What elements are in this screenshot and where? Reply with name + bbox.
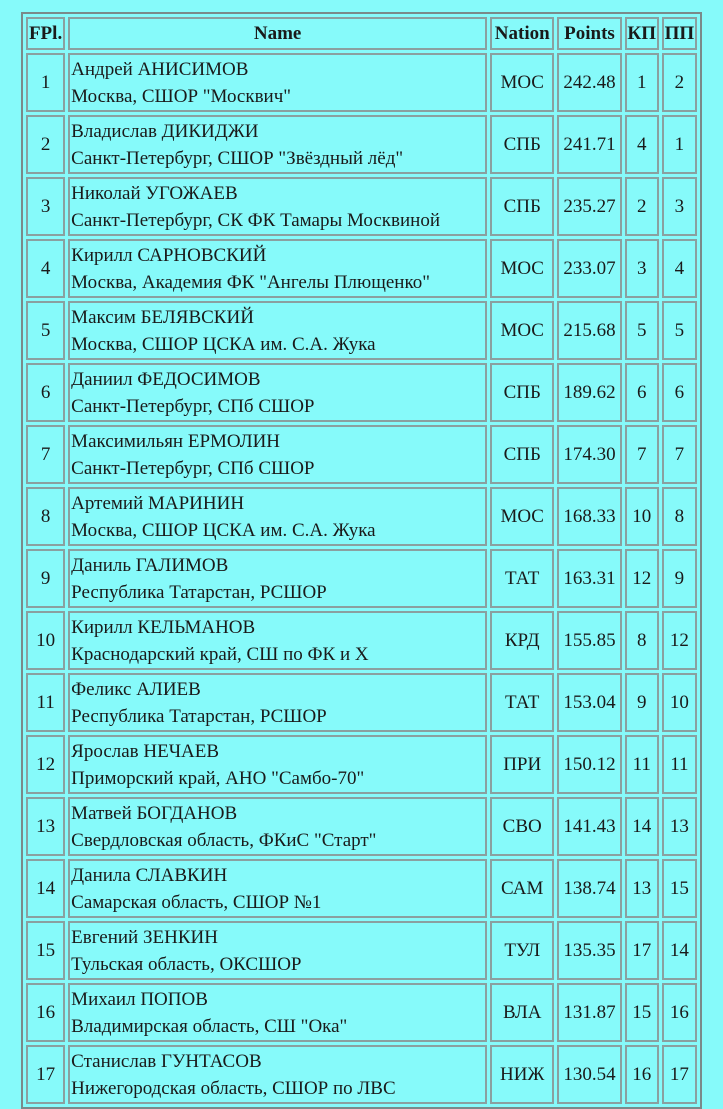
fs-rank-cell: 13 (662, 797, 697, 856)
points-cell: 174.30 (557, 425, 621, 484)
place-cell: 15 (26, 921, 65, 980)
nation-cell: МОС (490, 301, 554, 360)
table-row (26, 487, 697, 546)
skater-club: Владимирская область, СШ "Ока" (71, 1015, 348, 1037)
place-cell: 13 (26, 797, 65, 856)
skater-cell (68, 239, 487, 298)
place-cell: 8 (26, 487, 65, 546)
header-points: Points (557, 17, 621, 50)
sp-rank-cell: 8 (625, 611, 659, 670)
sp-rank-cell: 1 (625, 53, 659, 112)
skater-cell (68, 549, 487, 608)
points-cell: 155.85 (557, 611, 621, 670)
fs-rank-cell: 11 (662, 735, 697, 794)
table-row (26, 549, 697, 608)
skater-club: Москва, СШОР "Москвич" (71, 85, 292, 107)
place-cell: 7 (26, 425, 65, 484)
fs-rank-cell: 12 (662, 611, 697, 670)
sp-rank-cell: 12 (625, 549, 659, 608)
header-sp: КП (625, 17, 659, 50)
skater-club: Краснодарский край, СШ по ФК и Х (71, 643, 369, 665)
sp-rank-cell: 13 (625, 859, 659, 918)
place-cell: 17 (26, 1045, 65, 1104)
skater-cell (68, 921, 487, 980)
skater-cell (68, 425, 487, 484)
skater-cell (68, 363, 487, 422)
skater-cell (68, 115, 487, 174)
skater-club: Москва, Академия ФК "Ангелы Плющенко" (71, 271, 430, 293)
skater-name: Николай УГОЖАЕВ (71, 182, 238, 204)
points-cell: 130.54 (557, 1045, 621, 1104)
points-cell: 141.43 (557, 797, 621, 856)
results-table (21, 12, 702, 1109)
header-fs: ПП (662, 17, 697, 50)
skater-cell (68, 673, 487, 732)
place-cell: 1 (26, 53, 65, 112)
skater-cell (68, 301, 487, 360)
points-cell: 189.62 (557, 363, 621, 422)
sp-rank-cell: 6 (625, 363, 659, 422)
skater-cell (68, 53, 487, 112)
place-cell: 16 (26, 983, 65, 1042)
fs-rank-cell: 16 (662, 983, 697, 1042)
skater-cell (68, 487, 487, 546)
skater-name: Владислав ДИКИДЖИ (71, 120, 259, 142)
table-row (26, 797, 697, 856)
nation-cell: ТАТ (490, 673, 554, 732)
nation-cell: СПБ (490, 115, 554, 174)
table-row (26, 735, 697, 794)
place-cell: 9 (26, 549, 65, 608)
points-cell: 138.74 (557, 859, 621, 918)
sp-rank-cell: 10 (625, 487, 659, 546)
skater-club: Приморский край, АНО "Самбо-70" (71, 767, 365, 789)
points-cell: 241.71 (557, 115, 621, 174)
place-cell: 11 (26, 673, 65, 732)
sp-rank-cell: 9 (625, 673, 659, 732)
skater-club: Свердловская область, ФКиС "Старт" (71, 829, 377, 851)
fs-rank-cell: 1 (662, 115, 697, 174)
header-row (26, 17, 697, 50)
sp-rank-cell: 15 (625, 983, 659, 1042)
skater-cell (68, 797, 487, 856)
skater-club: Республика Татарстан, РСШОР (71, 705, 327, 727)
table-row (26, 301, 697, 360)
skater-name: Максимильян ЕРМОЛИН (71, 430, 281, 452)
skater-club: Тульская область, ОКСШОР (71, 953, 302, 975)
nation-cell: СПБ (490, 363, 554, 422)
nation-cell: КРД (490, 611, 554, 670)
table-row (26, 921, 697, 980)
skater-name: Матвей БОГДАНОВ (71, 802, 238, 824)
skater-name: Артемий МАРИНИН (71, 492, 245, 514)
header-place: FPl. (26, 17, 65, 50)
table-row (26, 239, 697, 298)
points-cell: 150.12 (557, 735, 621, 794)
sp-rank-cell: 11 (625, 735, 659, 794)
place-cell: 2 (26, 115, 65, 174)
table-row (26, 177, 697, 236)
skater-name: Кирилл КЕЛЬМАНОВ (71, 616, 256, 638)
table-row (26, 53, 697, 112)
nation-cell: ТАТ (490, 549, 554, 608)
points-cell: 215.68 (557, 301, 621, 360)
nation-cell: САМ (490, 859, 554, 918)
nation-cell: МОС (490, 239, 554, 298)
skater-club: Санкт-Петербург, СШОР "Звёздный лёд" (71, 147, 404, 169)
nation-cell: СПБ (490, 177, 554, 236)
fs-rank-cell: 8 (662, 487, 697, 546)
nation-cell: МОС (490, 487, 554, 546)
skater-club: Самарская область, СШОР №1 (71, 891, 322, 913)
points-cell: 235.27 (557, 177, 621, 236)
nation-cell: ТУЛ (490, 921, 554, 980)
skater-name: Феликс АЛИЕВ (71, 678, 201, 700)
points-cell: 153.04 (557, 673, 621, 732)
skater-club: Санкт-Петербург, СПб СШОР (71, 457, 315, 479)
skater-name: Ярослав НЕЧАЕВ (71, 740, 220, 762)
fs-rank-cell: 5 (662, 301, 697, 360)
place-cell: 14 (26, 859, 65, 918)
sp-rank-cell: 7 (625, 425, 659, 484)
nation-cell: СВО (490, 797, 554, 856)
skater-cell (68, 177, 487, 236)
fs-rank-cell: 6 (662, 363, 697, 422)
nation-cell: ПРИ (490, 735, 554, 794)
sp-rank-cell: 14 (625, 797, 659, 856)
skater-cell (68, 983, 487, 1042)
place-cell: 3 (26, 177, 65, 236)
fs-rank-cell: 2 (662, 53, 697, 112)
skater-name: Станислав ГУНТАСОВ (71, 1050, 262, 1072)
skater-name: Андрей АНИСИМОВ (71, 58, 249, 80)
nation-cell: МОС (490, 53, 554, 112)
place-cell: 4 (26, 239, 65, 298)
points-cell: 168.33 (557, 487, 621, 546)
table-row (26, 611, 697, 670)
sp-rank-cell: 16 (625, 1045, 659, 1104)
fs-rank-cell: 15 (662, 859, 697, 918)
skater-name: Максим БЕЛЯВСКИЙ (71, 306, 254, 328)
skater-club: Санкт-Петербург, СК ФК Тамары Москвиной (71, 209, 441, 231)
sp-rank-cell: 5 (625, 301, 659, 360)
place-cell: 5 (26, 301, 65, 360)
nation-cell: СПБ (490, 425, 554, 484)
place-cell: 10 (26, 611, 65, 670)
skater-club: Нижегородская область, СШОР по ЛВС (71, 1077, 396, 1099)
skater-cell (68, 611, 487, 670)
table-row (26, 425, 697, 484)
nation-cell: ВЛА (490, 983, 554, 1042)
fs-rank-cell: 10 (662, 673, 697, 732)
skater-name: Евгений ЗЕНКИН (71, 926, 218, 948)
table-row (26, 1045, 697, 1104)
table-row (26, 363, 697, 422)
fs-rank-cell: 14 (662, 921, 697, 980)
points-cell: 131.87 (557, 983, 621, 1042)
fs-rank-cell: 17 (662, 1045, 697, 1104)
skater-cell (68, 735, 487, 794)
points-cell: 233.07 (557, 239, 621, 298)
skater-cell (68, 859, 487, 918)
table-row (26, 673, 697, 732)
points-cell: 242.48 (557, 53, 621, 112)
sp-rank-cell: 2 (625, 177, 659, 236)
points-cell: 135.35 (557, 921, 621, 980)
skater-name: Кирилл САРНОВСКИЙ (71, 244, 267, 266)
sp-rank-cell: 3 (625, 239, 659, 298)
skater-name: Данила СЛАВКИН (71, 864, 228, 886)
header-name: Name (68, 17, 487, 50)
skater-name: Даниил ФЕДОСИМОВ (71, 368, 261, 390)
table-row (26, 115, 697, 174)
sp-rank-cell: 4 (625, 115, 659, 174)
skater-name: Даниль ГАЛИМОВ (71, 554, 229, 576)
table-row (26, 859, 697, 918)
fs-rank-cell: 3 (662, 177, 697, 236)
fs-rank-cell: 4 (662, 239, 697, 298)
header-nation: Nation (490, 17, 554, 50)
skater-cell (68, 1045, 487, 1104)
skater-club: Санкт-Петербург, СПб СШОР (71, 395, 315, 417)
table-row (26, 983, 697, 1042)
results-table-container (21, 12, 702, 1109)
nation-cell: НИЖ (490, 1045, 554, 1104)
sp-rank-cell: 17 (625, 921, 659, 980)
skater-club: Республика Татарстан, РСШОР (71, 581, 327, 603)
points-cell: 163.31 (557, 549, 621, 608)
skater-club: Москва, СШОР ЦСКА им. С.А. Жука (71, 333, 376, 355)
skater-name: Михаил ПОПОВ (71, 988, 208, 1010)
place-cell: 12 (26, 735, 65, 794)
fs-rank-cell: 9 (662, 549, 697, 608)
place-cell: 6 (26, 363, 65, 422)
fs-rank-cell: 7 (662, 425, 697, 484)
skater-club: Москва, СШОР ЦСКА им. С.А. Жука (71, 519, 376, 541)
